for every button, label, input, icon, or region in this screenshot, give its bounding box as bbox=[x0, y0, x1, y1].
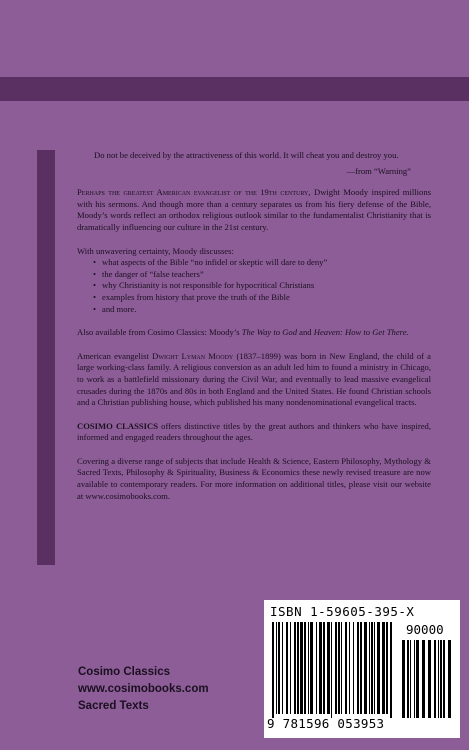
barcode-bar bbox=[282, 622, 283, 714]
barcode-bar bbox=[377, 622, 380, 714]
barcode-bar bbox=[357, 622, 359, 714]
bio-name: Dwight Lyman Moody bbox=[152, 350, 234, 361]
list-item: • and more. bbox=[93, 304, 431, 316]
price-barcode-bar bbox=[428, 640, 431, 718]
price-barcode-bar bbox=[410, 640, 411, 718]
barcode-bar bbox=[338, 622, 340, 714]
list-item: • the danger of “false teachers” bbox=[93, 269, 431, 281]
barcode-bar bbox=[286, 622, 288, 714]
barcode-bar bbox=[304, 622, 306, 714]
list-item: • what aspects of the Bible “no infidel or skeptic will dare to deny” bbox=[93, 257, 431, 269]
discusses-lead: With unwavering certainty, Moody discusses: bbox=[77, 245, 234, 256]
barcode-bar bbox=[300, 622, 303, 714]
price-barcode-bar bbox=[440, 640, 442, 718]
ean-digits: 9 781596 053953 bbox=[267, 716, 385, 731]
barcode-bar bbox=[335, 622, 337, 714]
publisher-paragraph bbox=[77, 421, 431, 444]
barcode-bar bbox=[382, 622, 385, 714]
also-and: and bbox=[297, 327, 314, 338]
barcode-bar bbox=[360, 622, 362, 714]
barcode-bar bbox=[297, 622, 299, 714]
barcode-bar bbox=[278, 622, 280, 714]
barcode-bar bbox=[323, 622, 325, 714]
imprint-name: Cosimo Classics bbox=[78, 666, 171, 678]
list-item: • examples from history that prove the truth of the Bible bbox=[93, 292, 431, 304]
barcode-bar bbox=[374, 622, 375, 714]
imprint-footer bbox=[78, 664, 209, 715]
barcode-bar bbox=[310, 622, 313, 714]
price-barcode-bar bbox=[448, 640, 451, 718]
price-barcode-bar bbox=[416, 640, 419, 718]
intro-paragraph bbox=[77, 187, 431, 233]
isbn-label: ISBN 1-59605-395-X bbox=[270, 604, 415, 619]
barcode-bar bbox=[331, 622, 332, 718]
barcode-bar bbox=[316, 622, 317, 714]
barcode-bar bbox=[327, 622, 330, 714]
barcode-bar bbox=[364, 622, 367, 714]
epigraph-quote: Do not be deceived by the attractiveness of this world. It will cheat you and destroy you. bbox=[94, 150, 399, 160]
price-barcode-bar bbox=[402, 640, 405, 718]
barcode-bar bbox=[353, 622, 354, 714]
bio-paragraph bbox=[77, 351, 431, 409]
also-title-1: The Way to God bbox=[241, 327, 298, 338]
price-code: 90000 bbox=[406, 622, 444, 637]
barcode-bar bbox=[341, 622, 342, 714]
intro-body: Dwight Moody inspired millions with his sermons. And though more than a century separates us from his fiery defense of the Bible, Moody’s words reflect an orthodox religious outlook similar to the fundamentalist Christianity that is dramatically influencing our culture in the 21st century. bbox=[77, 187, 431, 232]
imprint-website: www.cosimobooks.com bbox=[78, 683, 209, 695]
barcode-bar bbox=[290, 622, 291, 714]
left-accent-bar bbox=[37, 150, 55, 565]
also-available bbox=[77, 327, 431, 339]
barcode-bar bbox=[386, 622, 388, 714]
discusses-list bbox=[77, 257, 431, 315]
imprint-category: Sacred Texts bbox=[78, 700, 149, 712]
coverage-paragraph: Covering a diverse range of subjects that include Health & Science, Eastern Philosophy, Mythology & Sacred Texts, Philosophy & Spirituality, Business & Economics these newly revised treasure are now available to contemporary readers. For more information on additional titles, please visit our website at www.cosimobooks.com. bbox=[77, 455, 431, 501]
barcode-panel bbox=[264, 600, 460, 738]
top-accent-band bbox=[0, 77, 469, 101]
price-barcode-bar bbox=[438, 640, 439, 718]
price-barcode-bar bbox=[422, 640, 425, 718]
also-title-2: Heaven: How to Get There. bbox=[313, 327, 409, 338]
bio-body: (1837–1899) was born in New England, the child of a large working-class family. A religious conversion as an adult led him to found a ministry in Chicago, to work as a battlefield missionary during the Civil War, and eventually to lead massive evangelical crusades during the 1870s and 80s in both England and the United States. He found Christian schools and a Christian publishing house, which published his many nondenominational evangelical tracts. bbox=[77, 350, 431, 408]
barcode-bar bbox=[308, 622, 309, 714]
publisher-name: COSIMO CLASSICS bbox=[77, 420, 159, 431]
barcode-bar bbox=[272, 622, 274, 718]
intro-lead: Perhaps the greatest American evangelist of the 19th century, bbox=[77, 187, 311, 198]
barcode-bar bbox=[390, 622, 392, 718]
list-item: • why Christianity is not responsible for hypocritical Christians bbox=[93, 280, 431, 292]
barcode-bar bbox=[276, 622, 277, 714]
barcode-bar bbox=[369, 622, 370, 714]
barcode-bar bbox=[371, 622, 373, 714]
epigraph-attribution: —from “Warning” bbox=[346, 165, 411, 176]
bio-prefix: American evangelist bbox=[77, 350, 153, 361]
barcode-bar bbox=[319, 622, 322, 714]
barcode-bar bbox=[294, 622, 296, 714]
also-prefix: Also available from Cosimo Classics: Moody’s bbox=[77, 327, 242, 338]
price-barcode-bar bbox=[414, 640, 415, 718]
price-barcode-bar bbox=[434, 640, 436, 718]
price-barcode-bar bbox=[407, 640, 409, 718]
back-cover-text bbox=[77, 150, 431, 502]
publisher-body: offers distinctive titles by the great authors and thinkers who have inspired, informed and engaged readers throughout the ages. bbox=[77, 420, 431, 443]
barcode-bar bbox=[349, 622, 350, 714]
barcode-bar bbox=[345, 622, 347, 714]
price-barcode-bar bbox=[443, 640, 445, 718]
